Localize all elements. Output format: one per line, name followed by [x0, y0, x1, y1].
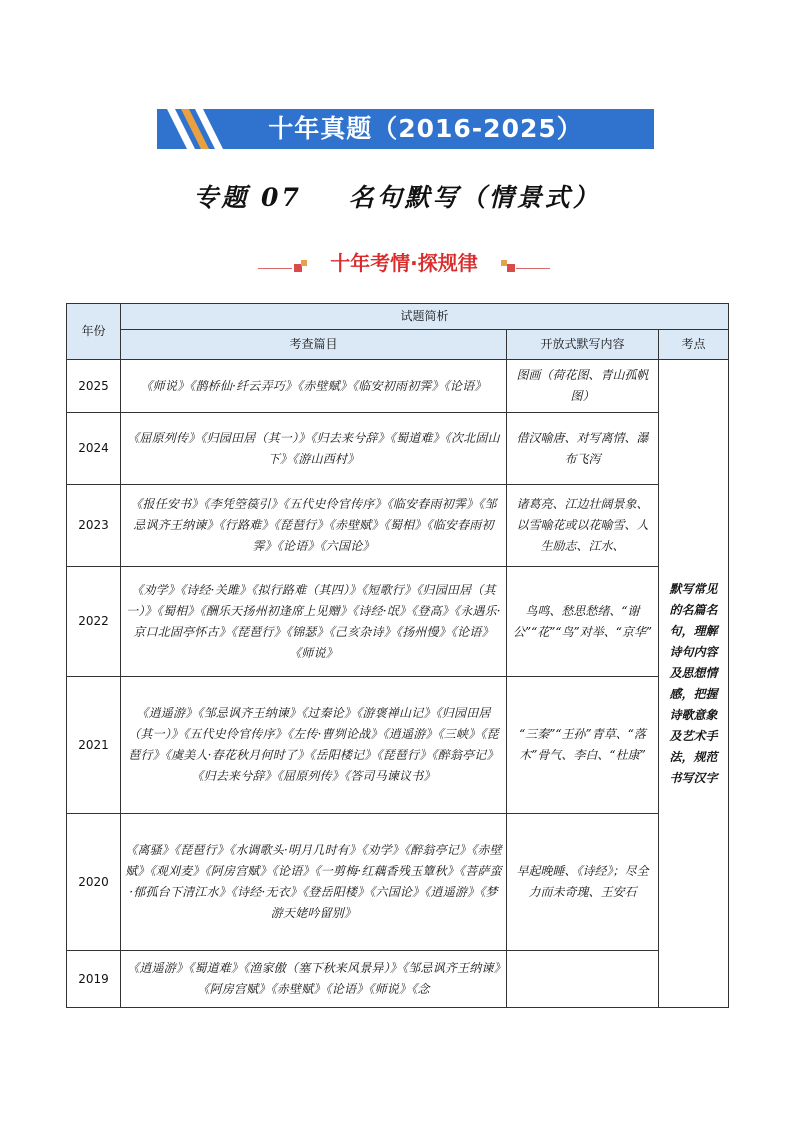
section-line-left [258, 268, 292, 269]
page-subtitle: 专题 07 名句默写（情景式） [193, 183, 601, 212]
year-cell: 2019 [67, 951, 121, 1008]
header-content: 开放式默写内容 [507, 330, 659, 360]
section-square-left-small [301, 260, 307, 266]
works-cell: 《逍遥游》《蜀道难》《渔家傲（塞下秋来风景异）》《邹忌讽齐王纳谏》《阿房宫赋》《赤壁赋》《论语》《师说》《念 [121, 951, 507, 1008]
year-cell: 2025 [67, 360, 121, 413]
works-cell: 《报任安书》《李凭箜篌引》《五代史伶官传序》《临安春雨初霁》《邹忌讽齐王纳谏》《行路难》《琵琶行》《赤壁赋》《蜀相》《临安春雨初霁》《论语》《六国论》 [121, 485, 507, 567]
year-cell: 2024 [67, 413, 121, 485]
header-works: 考查篇目 [121, 330, 507, 360]
header-point: 考点 [659, 330, 729, 360]
works-cell: 《离骚》《琵琶行》《水调歌头·明月几时有》《劝学》《醉翁亭记》《赤壁赋》《观刈麦》《阿房宫赋》《论语》《一剪梅·红藕香残玉簟秋》《菩萨蛮·郁孤台下清江水》《诗经·无衣》《登岳阳楼》《六国论》《逍遥游》《梦游天姥吟留别》 [121, 814, 507, 951]
content-cell: 诸葛亮、江边壮阔景象、以雪喻花或以花喻雪、人生励志、江水、 [507, 485, 659, 567]
exam-analysis-table [66, 303, 729, 1008]
table-subheader-row [67, 330, 729, 360]
table-row [67, 413, 729, 485]
works-cell: 《劝学》《诗经·关雎》《拟行路难（其四）》《短歌行》《归园田居（其一）》《蜀相》《酬乐天扬州初逢席上见赠》《诗经·氓》《登高》《永遇乐·京口北固亭怀古》《琵琶行》《锦瑟》《己亥杂诗》《扬州慢》《论语》《师说》 [121, 567, 507, 677]
header-group: 试题简析 [121, 304, 729, 330]
year-cell: 2020 [67, 814, 121, 951]
point-cell: 默写常见的名篇名句，理解诗句内容及思想情感，把握诗歌意象及艺术手法，规范书写汉字 [659, 360, 729, 1008]
content-cell: 借汉喻唐、对写离情、瀑布飞泻 [507, 413, 659, 485]
content-cell: 早起晚睡、《诗经》；尽全力而未奇瑰、王安石 [507, 814, 659, 951]
title-banner [157, 109, 654, 149]
banner-title: 十年真题（2016-2025） [268, 114, 583, 143]
year-cell: 2021 [67, 677, 121, 814]
table-row [67, 567, 729, 677]
section-header [258, 248, 550, 278]
table-row [67, 485, 729, 567]
section-title: 十年考情·探规律 [330, 251, 478, 275]
table-row [67, 360, 729, 413]
section-square-right [507, 264, 515, 272]
year-cell: 2023 [67, 485, 121, 567]
table-row [67, 951, 729, 1008]
table-row [67, 814, 729, 951]
header-year: 年份 [67, 304, 121, 360]
works-cell: 《屈原列传》《归园田居（其一）》《归去来兮辞》《蜀道难》《次北固山下》《游山西村》 [121, 413, 507, 485]
content-cell: 鸟鸣、愁思愁绪、“谢公”“花”“鸟”对举、“京华” [507, 567, 659, 677]
content-cell: “三秦”“王孙”青草、“落木”骨气、李白、“杜康” [507, 677, 659, 814]
works-cell: 《师说》《鹊桥仙·纤云弄巧》《赤壁赋》《临安初雨初霁》《论语》 [121, 360, 507, 413]
section-line-right [516, 268, 550, 269]
table-row [67, 677, 729, 814]
works-cell: 《逍遥游》《邹忌讽齐王纳谏》《过秦论》《游褒禅山记》《归园田居（其一）》《五代史伶官传序》《左传·曹刿论战》《逍遥游》《三峡》《琵琶行》《虞美人·春花秋月何时了》《岳阳楼记》《琵琶行》《醉翁亭记》《归去来兮辞》《屈原列传》《答司马谏议书》 [121, 677, 507, 814]
content-cell [507, 951, 659, 1008]
content-cell: 图画（荷花图、青山孤帆图） [507, 360, 659, 413]
table-header-row [67, 304, 729, 330]
year-cell: 2022 [67, 567, 121, 677]
